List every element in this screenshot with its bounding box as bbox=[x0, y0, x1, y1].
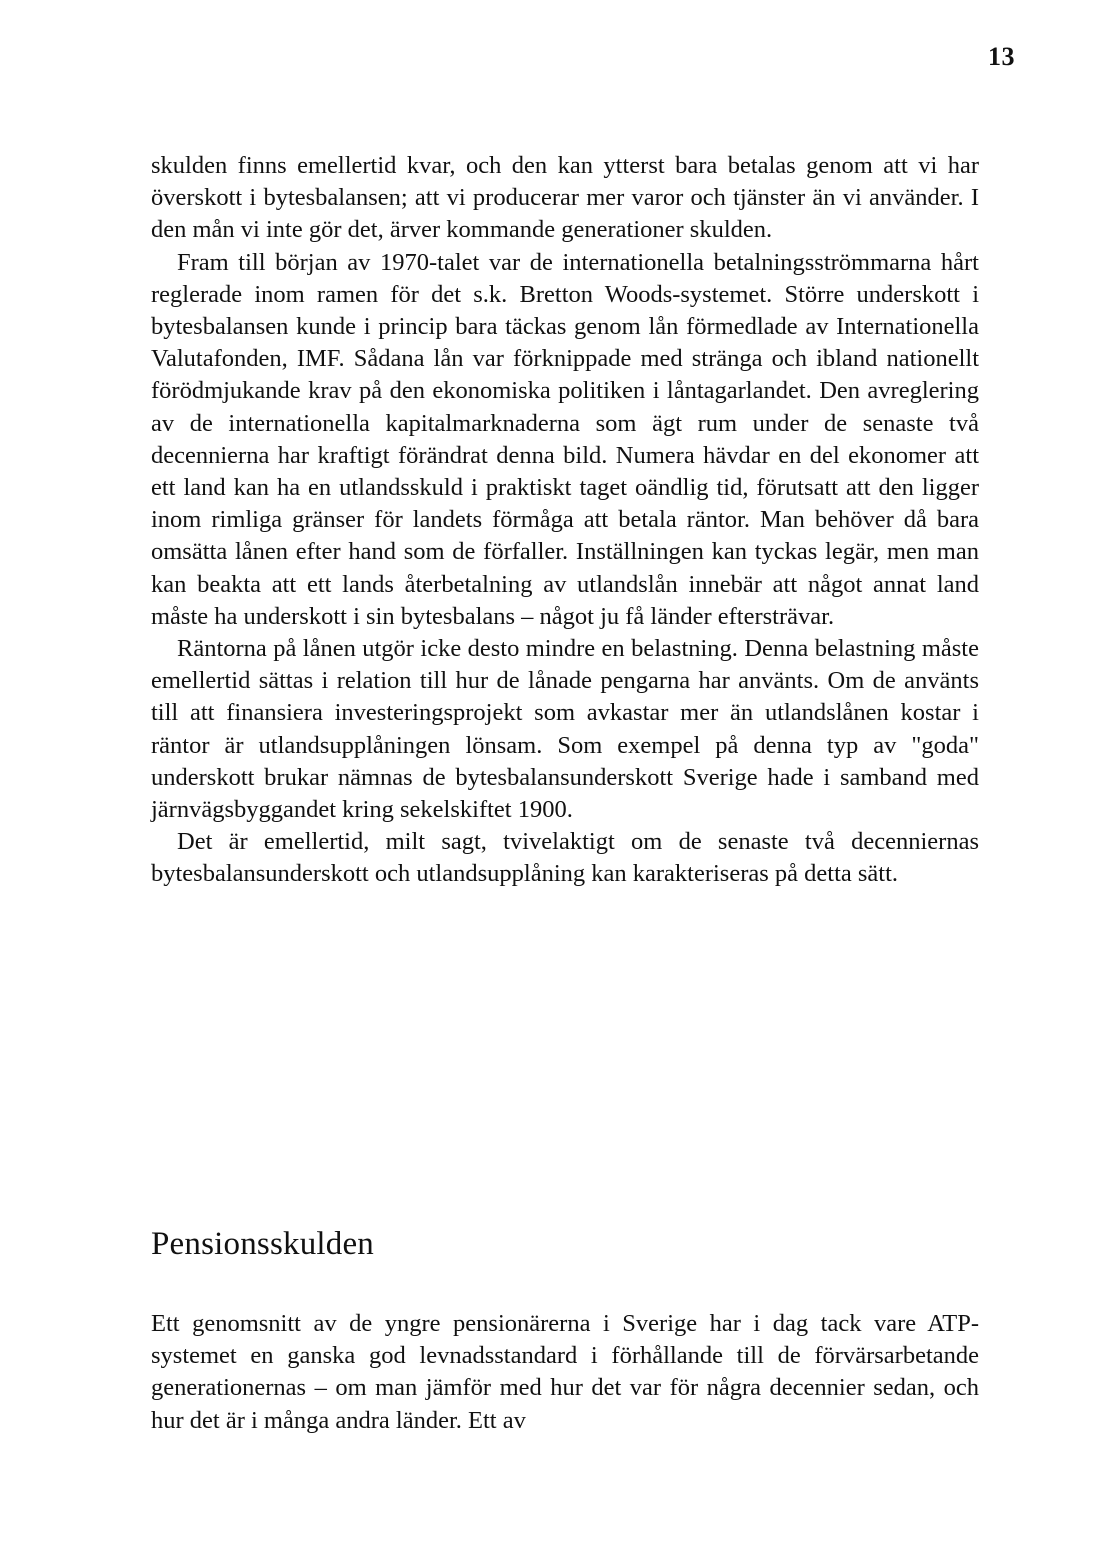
paragraph-2: Fram till början av 1970-talet var de internationella betalningsströmmarna hårt reglerade inom ramen för det s.k. Bretton Woods-systemet. Större underskott i bytesbalansen kunde i princip bara täckas genom lån förmedlade av Internationella Valutafonden, IMF. Sådana lån var förknippade med stränga och ibland nationellt förödmjukande krav på den ekonomiska politiken i låntagarlandet. Den avreglering av de internationella kapitalmarknaderna som ägt rum under de senaste två decennierna har kraftigt förändrat denna bild. Numera hävdar en del ekonomer att ett land kan ha en utlandsskuld i praktiskt taget oändlig tid, förutsatt att den ligger inom rimliga gränser för landets förmåga att betala räntor. Man behöver då bara omsätta lånen efter hand som de förfaller. Inställningen kan tyckas legär, men man kan beakta att ett lands återbetalning av utlandslån innebär att något annat land måste ha underskott i sin bytesbalans – något ju få länder eftersträvar. bbox=[151, 248, 979, 630]
page-number: 13 bbox=[988, 42, 1015, 71]
body-text bbox=[151, 150, 979, 891]
section-heading: Pensionsskulden bbox=[151, 1226, 375, 1262]
paragraph-1: skulden finns emellertid kvar, och den kan ytterst bara betalas genom att vi har överskott i bytesbalansen; att vi producerar mer varor och tjänster än vi använder. I den mån vi inte gör det, ärver kommande generationer skulden. bbox=[151, 152, 979, 244]
paragraph-3: Räntorna på lånen utgör icke desto mindre en belastning. Denna belastning måste emellertid sättas i relation till hur de lånade pengarna har använts. Om de använts till att finansiera investeringsprojekt som avkastar mer än utlandslånen kostar i räntor är utlandsupplåningen lönsam. Som exempel på denna typ av "goda" underskott brukar nämnas de bytesbalansunderskott Sverige hade i samband med järnvägsbyggandet kring sekelskiftet 1900. bbox=[151, 635, 979, 824]
section-paragraph: Ett genomsnitt av de yngre pensionärerna i Sverige har i dag tack vare ATP-systemet en ganska god levnadsstandard i förhållande till de förvärsarbetande generationernas – om man jämför med hur det var för några decennier sedan, och hur det är i många andra länder. Ett av bbox=[151, 1310, 979, 1434]
section-body bbox=[151, 1308, 979, 1437]
paragraph-4: Det är emellertid, milt sagt, tvivelaktigt om de senaste två decenniernas bytesbalansunderskott och utlandsupplåning kan karakteriseras på detta sätt. bbox=[151, 828, 979, 888]
